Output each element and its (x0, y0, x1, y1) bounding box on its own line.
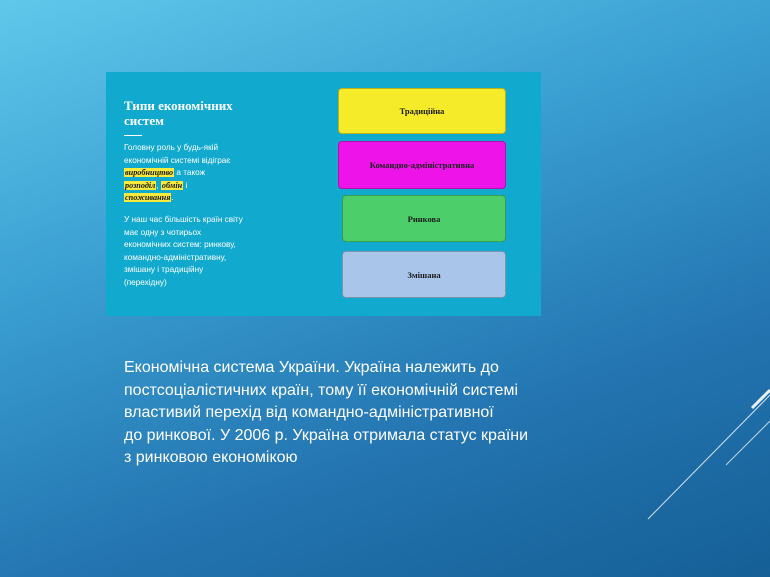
box-traditional (338, 88, 506, 134)
main-paragraph (124, 357, 634, 470)
image-paragraph-1: Головну роль у будь-якій економічній системі відіграє виробництво а також розподіл, обмін і споживання. (124, 143, 231, 203)
image-title (124, 98, 274, 128)
main-line-5: з ринковою економікою (124, 449, 298, 466)
box-mixed-label: Змішана (407, 269, 441, 280)
highlight-production: виробництво (125, 168, 174, 178)
box-mixed (342, 251, 506, 298)
para1-line2: економічній системі відіграє (124, 155, 231, 165)
image-title-line2: систем (124, 113, 165, 128)
text-also: а також (174, 168, 206, 178)
para2-line4: командно-адміністративну, (124, 252, 227, 262)
main-line-3: властивий перехід від командно-адміністративної (124, 404, 494, 421)
main-line-2: постсоціалістичних країн, тому її економічній системі (124, 381, 519, 399)
para1-line1: Головну роль у будь-якій (124, 143, 219, 152)
title-rule (124, 135, 142, 136)
image-paragraph-2 (124, 214, 274, 290)
image-title-line1: Типи економічних (124, 98, 233, 113)
highlight-consumption: споживання (125, 193, 171, 203)
para2-line2: має одну з чотирьох (124, 227, 202, 237)
text-period: . (171, 193, 174, 203)
highlight-distribution: розподіл (125, 180, 156, 190)
para2-line6: (перехідну) (124, 277, 167, 287)
main-line-1: Економічна система України. Україна належить до (124, 359, 499, 376)
highlight-exchange: обмін (161, 180, 183, 190)
box-command (338, 141, 506, 189)
box-traditional-label: Традиційна (399, 106, 445, 116)
image-text-column (124, 98, 274, 290)
para2-line3: економічних систем: ринкову, (124, 240, 236, 250)
para2-line1: У наш час більшість країн світу (124, 214, 243, 224)
main-line-4: до ринкової. У 2006 р. Україна отримала статус країни (124, 426, 529, 444)
box-market-label: Ринкова (407, 213, 441, 224)
box-command-label: Командно-адміністративна (369, 160, 475, 170)
box-market (342, 195, 506, 242)
para2-line5: змішану і традиційну (124, 265, 204, 275)
economic-systems-image (106, 72, 541, 316)
text-and: і (183, 180, 188, 190)
